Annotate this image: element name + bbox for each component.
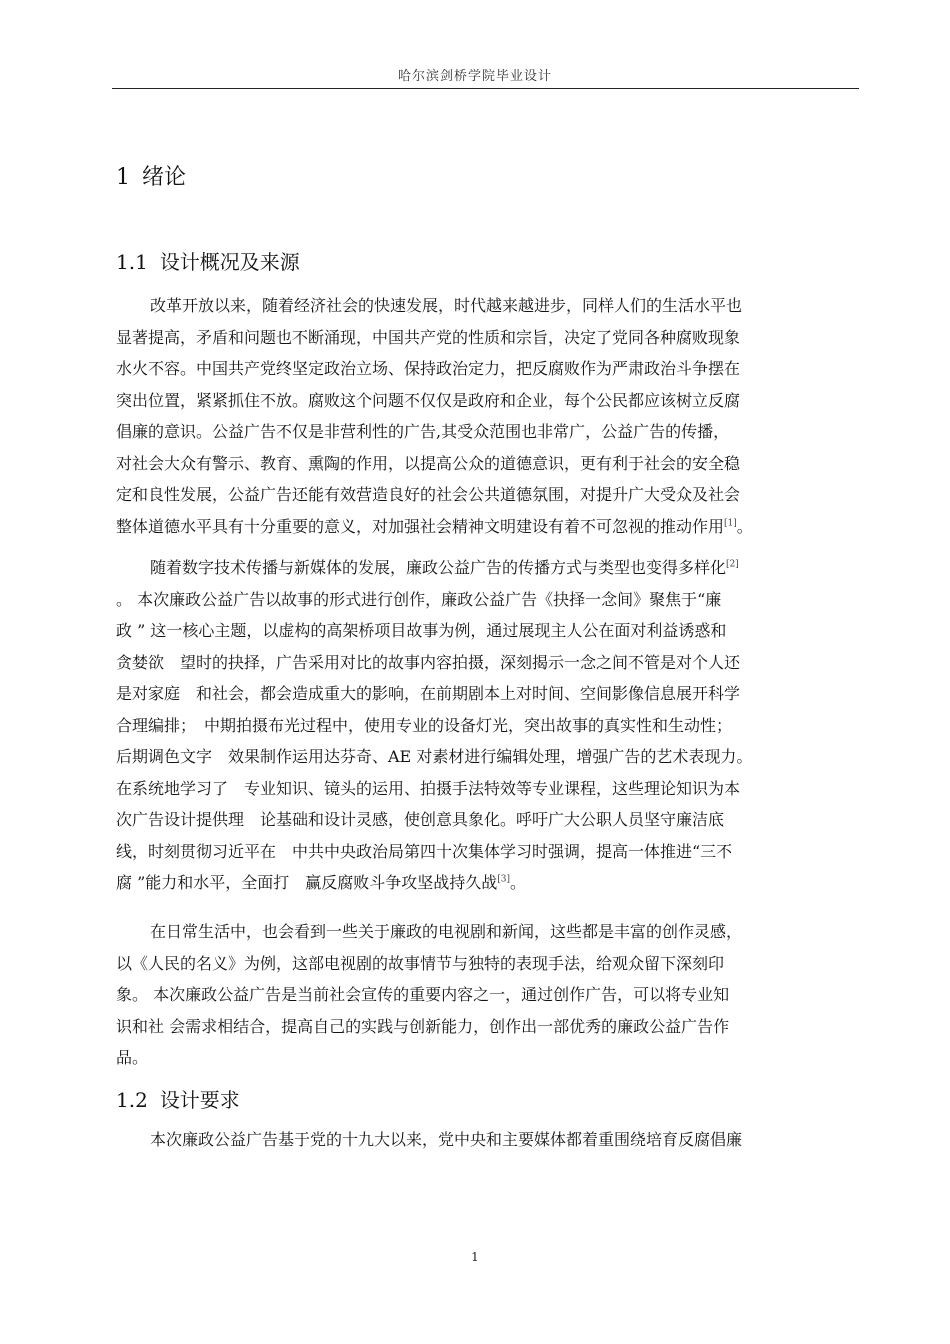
citation-ref: [2] [726,559,739,570]
paragraph-line: 水火不容。中国共产党终坚定政治立场、保持政治定力，把反腐败作为严肃政治斗争摆在 [116,359,741,378]
section-heading-1-2 [116,1084,240,1116]
paragraph-line: 后期调色文字 效果制作运用达芬奇、AE 对素材进行编辑处理，增强广告的艺术表现力。 [116,747,753,766]
paragraph-line: 改革开放以来，随着经济社会的快速发展，时代越来越进步，同样人们的生活水平也 [150,296,743,315]
paragraph-line-last [116,511,866,543]
paragraph-line: 品。 [116,1048,149,1067]
paragraph-line: 线，时刻贯彻习近平在 中共中央政治局第四十次集体学习时强调，提高一体推进“三不 [116,841,733,861]
paragraph-line: 对社会大众有警示、教育、熏陶的作用，以提高公众的道德意识，更有利于社会的安全稳 [116,453,741,473]
chapter-number: 1 [116,165,130,190]
paragraph-2 [116,552,866,899]
paragraph-line: 以《人民的名义》为例，这部电视剧的故事情节与独特的表现手法，给观众留下深刻印 [116,953,725,973]
chapter-title-text: 绪论 [142,165,187,190]
paragraph-line: 合理编排； 中期拍摄布光过程中，使用专业的设备灯光，突出故事的真实性和生动性； [116,715,733,735]
citation-ref: [3] [497,874,511,885]
paragraph-line: 在日常生活中，也会看到一些关于廉政的电视剧和新闻，这些都是丰富的创作灵感， [150,922,743,941]
paragraph-line: 突出位置，紧紧抓住不放。腐败这个问题不仅仅是政府和企业，每个公民都应该树立反腐 [116,390,741,410]
section-number: 1.1 [116,250,148,274]
paragraph-line: 象。 本次廉政公益广告是当前社会宣传的重要内容之一，通过创作广告，可以将专业知 [116,985,730,1004]
paragraph-line: 本次廉政公益广告基于党的十九大以来，党中央和主要媒体都着重围绕培育反腐倡廉 [150,1130,743,1149]
running-header: 哈尔滨剑桥学院毕业设计 [397,69,552,84]
paragraph-line: 次广告设计提供理 论基础和设计灵感，使创意具象化。呼吁广大公职人员坚守廉洁底 [116,810,725,829]
paragraph-line: 显著提高，矛盾和问题也不断涌现，中国共产党的性质和宗旨，决定了党同各种腐败现象 [116,327,741,347]
paragraph-line: 是对家庭 和社会，都会造成重大的影响，在前期剧本上对时间、空间影像信息展开科学 [116,684,741,703]
section-heading-1-1 [116,246,300,278]
paragraph-1 [116,290,866,542]
section-title-text: 设计概况及来源 [159,250,300,274]
section-title-text: 设计要求 [159,1088,240,1112]
paragraph-line-last [116,867,866,899]
paragraph-text: 整体道德水平具有十分重要的意义，对加强社会精神文明建设有着不可忽视的推动作用 [116,516,725,536]
paragraph-line: 识和社 会需求相结合，提高自己的实践与创新能力，创作出一部优秀的廉政公益广告作 [116,1016,730,1036]
paragraph-line: 政 ” 这一核心主题，以虚构的高架桥项目故事为例，通过展现主人公在面对利益诱惑和 [116,621,727,640]
paragraph-text: 随着数字技术传播与新媒体的发展，廉政公益广告的传播方式与类型也变得多样化 [150,558,727,577]
paragraph-line: 倡廉的意识。公益广告不仅是非营利性的广告,其受众范围也非常广，公益广告的传播， [116,422,730,441]
paragraph-line: 。 本次廉政公益广告以故事的形式进行创作，廉政公益广告《抉择一念间》聚焦于“廉 [116,589,722,609]
paragraph-text: 腐 ”能力和水平，全面打 赢反腐败斗争攻坚战持久战 [116,873,498,892]
paragraph-line [116,552,866,584]
paragraph-line: 定和良性发展，公益广告还能有效营造良好的社会公共道德氛围，对提升广大受众及社会 [116,485,741,504]
chapter-heading [116,160,186,196]
page-number: 1 [471,1250,479,1264]
section-number: 1.2 [116,1088,148,1112]
paragraph-line: 在系统地学习了 专业知识、镜头的运用、拍摄手法特效等专业课程，这些理论知识为本 [116,778,741,798]
citation-ref: [1] [724,518,737,529]
paragraph-line: 贪婪欲 望时的抉择，广告采用对比的故事内容拍摄，深刻揭示一念之间不管是对个人还 [116,652,741,672]
paragraph-end-mark: 。 [736,516,753,536]
paragraph-4 [116,1124,866,1156]
paragraph-end-mark: 。 [510,873,527,892]
paragraph-3 [116,916,866,1074]
header-divider [112,88,859,89]
